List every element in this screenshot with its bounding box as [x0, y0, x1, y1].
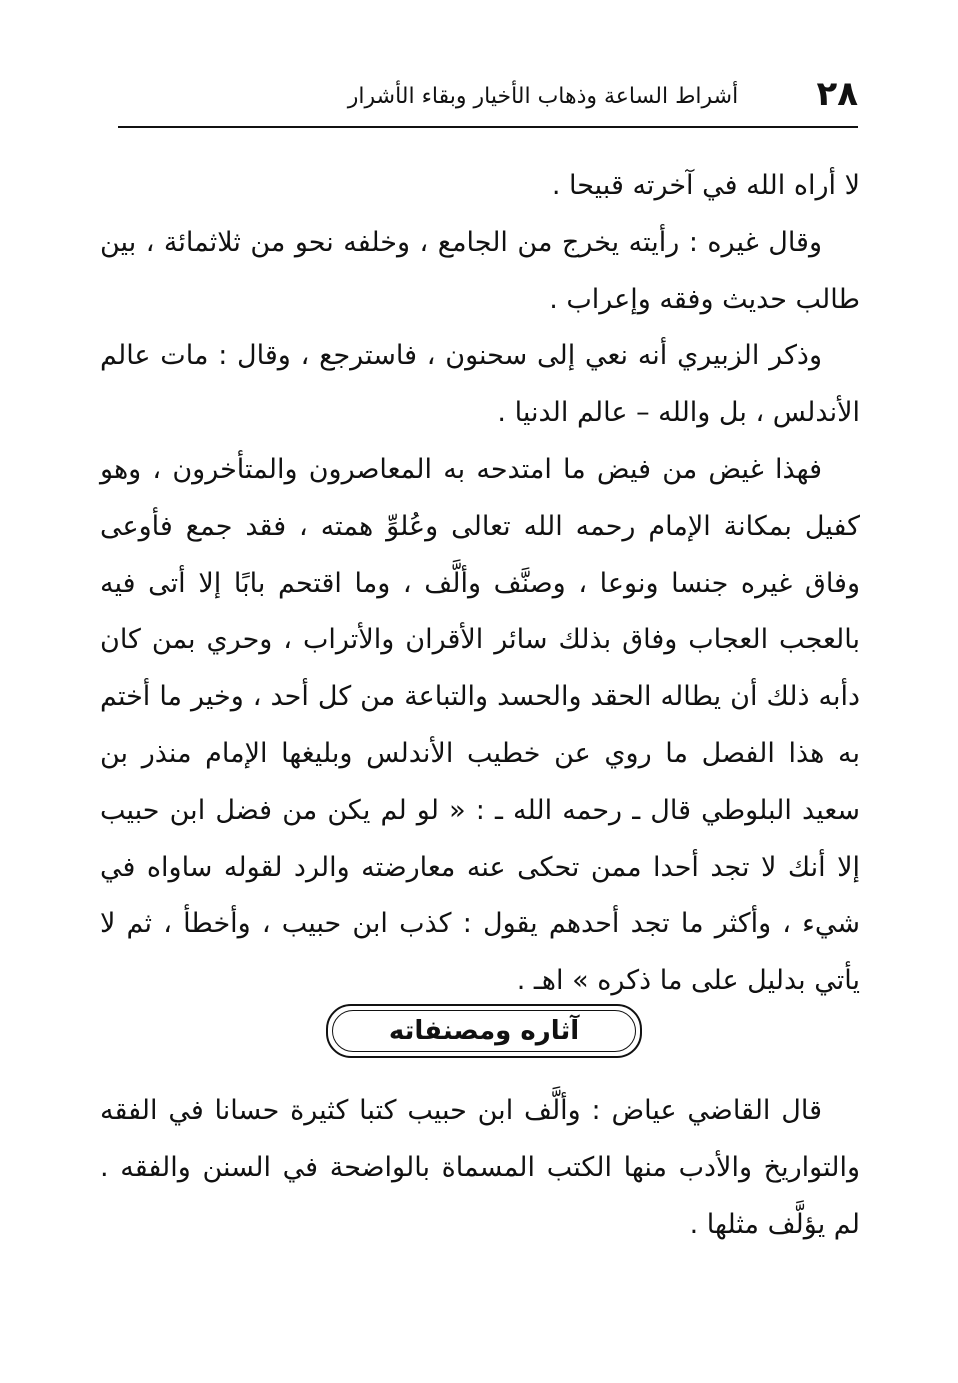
page-header	[118, 70, 858, 130]
section-heading-box	[326, 1004, 642, 1058]
body-text	[100, 158, 860, 1010]
body-text-section	[100, 1083, 860, 1253]
paragraph: فهذا غيض من فيض ما امتدحه به المعاصرون والمتأخرون ، وهو كفيل بمكانة الإمام رحمه الله تعالى وعُلوِّ همته ، فقد جمع فأوعى وفاق غيره جنسا ونوعا ، وصنَّف وألَّف ، وما اقتحم بابًا إلا أتى فيه بالعجب العجاب وفاق بذلك سائر الأقران والأتراب ، وحري بمن كان دأبه ذلك أن يطاله الحقد والحسد والتباعة من كل أحد ، وخير ما أختم به هذا الفصل ما روي عن خطيب الأندلس وبليغها الإمام منذر بن سعيد البلوطي قال ـ رحمه الله ـ : « لو لم يكن من فضل ابن حبيب إلا أنك لا تجد أحدا ممن تحكى عنه معارضته والرد لقوله ساواه في شيء ، وأكثر ما تجد أحدهم يقول : كذب ابن حبيب ، وأخطأ ، ثم لا يأتي بدليل على ما ذكره » اهـ .	[100, 453, 860, 997]
running-title: أشراط الساعة وذهاب الأخيار وبقاء الأشرار	[347, 84, 739, 109]
paragraph: قال القاضي عياض : وألَّف ابن حبيب كتبا كثيرة حسانا في الفقه والتواريخ والأدب منها الكتب المسماة بالواضحة في السنن والفقه . لم يؤلَّف مثلها .	[100, 1095, 860, 1240]
paragraph: وقال غيره : رأيته يخرج من الجامع ، وخلفه نحو من ثلاثمائة ، بين طالب حديث وفقه وإعراب .	[100, 226, 860, 315]
header-rule	[118, 126, 858, 128]
paragraph: لا أراه الله في آخرته قبيحا .	[551, 170, 860, 201]
page-number: ٢٨	[816, 74, 858, 114]
section-heading: آثاره ومصنفاته	[388, 1016, 580, 1046]
paragraph: وذكر الزبيري أنه نعي إلى سحنون ، فاسترجع ، وقال : مات عالم الأندلس ، بل والله – عالم الدنيا .	[100, 340, 860, 429]
